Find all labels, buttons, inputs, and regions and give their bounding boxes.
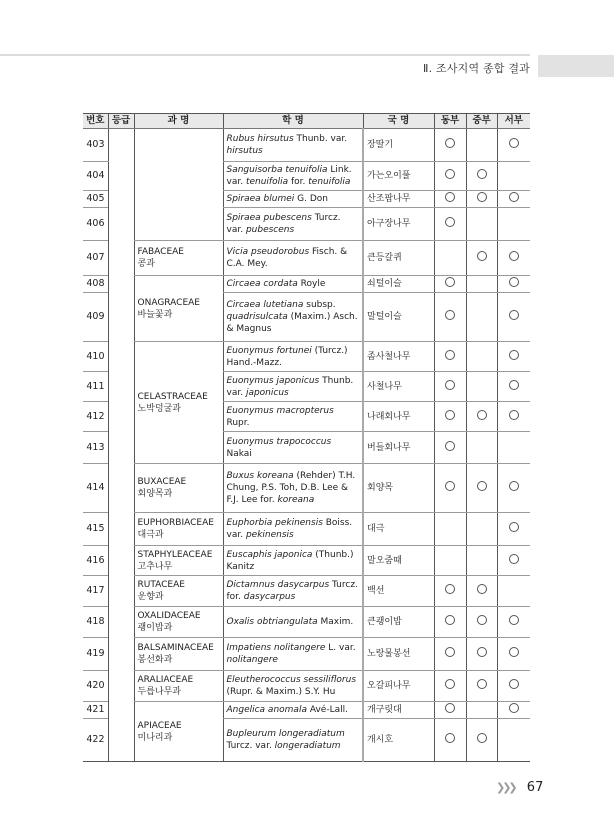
scientific-name [223, 702, 363, 719]
scientific-name-authority: Turcz. for. [226, 580, 358, 602]
circle-icon [477, 192, 487, 202]
circle-icon [445, 192, 455, 202]
scientific-name-italic: Circaea cordata [226, 279, 298, 289]
family-latin: EUPHORBIACEAE [137, 518, 214, 528]
scientific-name [223, 191, 363, 208]
scientific-name [223, 719, 363, 762]
scientific-name-italic: tenuifolia [308, 177, 351, 187]
table-row [83, 576, 530, 607]
presence-west [497, 719, 530, 762]
scientific-name-italic: Impatiens nolitangere [226, 643, 326, 653]
family-latin: OXALIDACEAE [137, 611, 201, 621]
scientific-name [223, 576, 363, 607]
table-row [83, 464, 530, 513]
presence-east [434, 208, 466, 241]
scientific-name [223, 671, 363, 702]
korean-name: 말털이슬 [363, 293, 434, 342]
korean-name: 노랑물봉선 [363, 638, 434, 671]
scientific-name [223, 607, 363, 638]
table-row [83, 241, 530, 276]
family-cell [134, 129, 223, 241]
presence-east [434, 276, 466, 293]
korean-name: 장딸기 [363, 129, 434, 162]
circle-icon [445, 217, 455, 227]
family-korean: 대극과 [137, 530, 164, 540]
presence-east [434, 372, 466, 402]
table-row [83, 513, 530, 546]
table-row [83, 702, 530, 719]
scientific-name-authority: Link. var. [226, 165, 352, 187]
presence-central [466, 432, 497, 464]
circle-icon [509, 192, 519, 202]
scientific-name [223, 342, 363, 372]
presence-west [497, 402, 530, 432]
scientific-name-authority: Thunb. var. [226, 375, 354, 398]
circle-icon [509, 410, 519, 420]
circle-icon [445, 584, 455, 594]
species-number: 414 [83, 464, 108, 513]
scientific-name-italic: Eleutherococcus sessiliflorus [226, 675, 357, 685]
table-row [83, 129, 530, 162]
species-number: 417 [83, 576, 108, 607]
presence-central [466, 576, 497, 607]
presence-central [466, 671, 497, 702]
family-korean: 미나리과 [137, 732, 173, 743]
scientific-name-italic: koreana [277, 495, 315, 505]
species-number: 410 [83, 342, 108, 372]
species-number: 413 [83, 432, 108, 464]
scientific-name [223, 513, 363, 546]
scientific-name-authority: Maxim. [317, 617, 354, 627]
presence-west [497, 576, 530, 607]
circle-icon [509, 310, 519, 320]
scientific-name [223, 546, 363, 576]
circle-icon [445, 138, 455, 148]
table-body [83, 129, 530, 762]
circle-icon [477, 481, 487, 491]
circle-icon [445, 169, 455, 179]
presence-west [497, 372, 530, 402]
family-cell [134, 464, 223, 513]
korean-name: 버들회나무 [363, 432, 434, 464]
family-latin: ARALIACEAE [137, 675, 194, 685]
scientific-name-authority: Royle [297, 279, 326, 289]
presence-central [466, 513, 497, 546]
species-number: 403 [83, 129, 108, 162]
species-number: 406 [83, 208, 108, 241]
scientific-name-authority: Thunb. var. [293, 134, 348, 144]
scientific-name-italic: quadrisulcata [226, 312, 288, 322]
presence-central [466, 191, 497, 208]
korean-name: 사철나무 [363, 372, 434, 402]
section-title: Ⅱ. 조사지역 종합 결과 [422, 62, 530, 75]
circle-icon [445, 380, 455, 390]
table-row [83, 607, 530, 638]
scientific-name-authority: Rupr. [226, 417, 250, 428]
korean-name: 개시호 [363, 719, 434, 762]
scientific-name-italic: Sanguisorba tenuifolia [226, 165, 328, 175]
scientific-name-authority: G. Don [294, 194, 328, 204]
presence-west [497, 432, 530, 464]
scientific-name-authority: Avé-Lall. [306, 705, 348, 715]
family-korean: 봉선화과 [137, 655, 173, 665]
circle-icon [477, 410, 487, 420]
presence-central [466, 546, 497, 576]
korean-name: 아구장나무 [363, 208, 434, 241]
presence-central [466, 607, 497, 638]
scientific-name-italic: tenuifolia [245, 177, 289, 187]
scientific-name-italic: Vicia pseudorobus [226, 247, 310, 257]
presence-central [466, 464, 497, 513]
scientific-name-italic: Oxalis obtriangulata [226, 617, 318, 627]
scientific-name-authority: (Rupr. & Maxim.) S.Y. Hu [226, 687, 336, 697]
presence-west [497, 671, 530, 702]
presence-central [466, 276, 497, 293]
circle-icon [477, 615, 487, 625]
scientific-name [223, 432, 363, 464]
family-latin: FABACEAE [137, 247, 184, 257]
scientific-name-italic: pubescens [245, 225, 295, 235]
presence-west [497, 342, 530, 372]
col-header-korean-name: 국 명 [363, 114, 434, 129]
circle-icon [445, 615, 455, 625]
family-latin: ONAGRACEAE [137, 297, 200, 308]
scientific-name-authority: (Thunb.) Kanitz [226, 549, 354, 572]
scientific-name [223, 464, 363, 513]
presence-central [466, 638, 497, 671]
scientific-name-authority: subsp. [303, 300, 336, 310]
species-number: 415 [83, 513, 108, 546]
col-header-grade: 등급 [108, 114, 134, 129]
scientific-name [223, 208, 363, 241]
family-korean: 노박덩굴과 [137, 403, 181, 414]
circle-icon [445, 350, 455, 360]
species-number: 422 [83, 719, 108, 762]
circle-icon [477, 584, 487, 594]
korean-name: 개구릿대 [363, 702, 434, 719]
scientific-name [223, 638, 363, 671]
presence-east [434, 241, 466, 276]
korean-name: 회양목 [363, 464, 434, 513]
circle-icon [509, 615, 519, 625]
circle-icon [477, 169, 487, 179]
family-latin: RUTACEAE [137, 580, 185, 590]
presence-central [466, 293, 497, 342]
family-latin: APIACEAE [137, 720, 182, 731]
scientific-name-italic: longeradiatum [274, 741, 341, 751]
family-cell [134, 513, 223, 546]
korean-name: 가는오이풀 [363, 162, 434, 191]
korean-name: 큰등갈퀴 [363, 241, 434, 276]
circle-icon [477, 679, 487, 689]
family-cell [134, 702, 223, 762]
family-cell [134, 276, 223, 342]
chapter-tab [538, 55, 614, 77]
korean-name: 좀사철나무 [363, 342, 434, 372]
scientific-name-authority: Turcz. var. [226, 741, 275, 751]
species-number: 407 [83, 241, 108, 276]
species-number: 418 [83, 607, 108, 638]
presence-west [497, 208, 530, 241]
presence-east [434, 576, 466, 607]
family-cell [134, 638, 223, 671]
family-cell [134, 342, 223, 464]
presence-west [497, 702, 530, 719]
presence-west [497, 513, 530, 546]
col-header-east: 동부 [434, 114, 466, 129]
scientific-name-italic: japonicus [245, 387, 289, 398]
scientific-name-italic: dasycarpus [243, 592, 296, 602]
family-korean: 운향과 [137, 592, 164, 602]
header-rule [0, 54, 530, 56]
scientific-name-italic: Spiraea blumei [226, 194, 295, 204]
triple-chevron-right-icon: ❯❯❯ [496, 781, 515, 794]
species-number: 421 [83, 702, 108, 719]
presence-central [466, 208, 497, 241]
circle-icon [445, 277, 455, 287]
col-header-family: 과 명 [134, 114, 223, 129]
presence-east [434, 702, 466, 719]
scientific-name [223, 276, 363, 293]
scientific-name [223, 372, 363, 402]
circle-icon [509, 647, 519, 657]
presence-east [434, 607, 466, 638]
family-cell [134, 241, 223, 276]
circle-icon [445, 481, 455, 491]
korean-name: 산조팝나무 [363, 191, 434, 208]
family-korean: 두릅나무과 [137, 687, 181, 697]
page-footer [496, 780, 543, 795]
circle-icon [509, 703, 519, 713]
species-number: 408 [83, 276, 108, 293]
korean-name: 쇠털이슬 [363, 276, 434, 293]
col-header-west: 서부 [497, 114, 530, 129]
circle-icon [445, 733, 455, 743]
species-number: 409 [83, 293, 108, 342]
presence-east [434, 402, 466, 432]
family-cell [134, 607, 223, 638]
scientific-name [223, 129, 363, 162]
circle-icon [509, 522, 519, 532]
circle-icon [509, 251, 519, 261]
presence-central [466, 162, 497, 191]
presence-central [466, 719, 497, 762]
family-korean: 바늘꽃과 [137, 309, 173, 320]
presence-east [434, 513, 466, 546]
species-number: 416 [83, 546, 108, 576]
family-latin: CELASTRACEAE [137, 391, 208, 402]
presence-west [497, 546, 530, 576]
page-number: 67 [526, 780, 544, 795]
presence-central [466, 241, 497, 276]
scientific-name-italic: Euonymus macropterus [226, 405, 334, 416]
species-number: 404 [83, 162, 108, 191]
presence-east [434, 546, 466, 576]
presence-west [497, 638, 530, 671]
species-table [83, 113, 530, 762]
family-korean: 고추나무 [137, 561, 173, 572]
presence-west [497, 464, 530, 513]
species-number: 420 [83, 671, 108, 702]
family-korean: 콩과 [137, 259, 155, 269]
circle-icon [509, 554, 519, 564]
family-latin: BALSAMINACEAE [137, 643, 214, 653]
presence-east [434, 129, 466, 162]
scientific-name [223, 241, 363, 276]
table-row [83, 342, 530, 372]
circle-icon [477, 733, 487, 743]
scientific-name-authority: (Rehder) T.H. Chung, P.S. Toh, D.B. Lee & F.J. Lee for. [226, 471, 356, 505]
circle-icon [509, 350, 519, 360]
circle-icon [445, 410, 455, 420]
presence-east [434, 432, 466, 464]
species-number: 405 [83, 191, 108, 208]
scientific-name-authority: (Maxim.) Asch. & Magnus [226, 312, 358, 334]
presence-east [434, 464, 466, 513]
scientific-name-authority: (Turcz.) Hand.-Mazz. [226, 345, 348, 368]
circle-icon [445, 310, 455, 320]
col-header-number: 번호 [83, 114, 108, 129]
scientific-name-italic: nolitangere [226, 655, 278, 665]
presence-east [434, 162, 466, 191]
circle-icon [509, 277, 519, 287]
scientific-name-italic: Euonymus fortunei [226, 345, 312, 356]
korean-name: 말오줌때 [363, 546, 434, 576]
circle-icon [509, 138, 519, 148]
scientific-name-italic: hirsutus [226, 146, 263, 156]
table-header-row [83, 114, 530, 129]
species-number: 411 [83, 372, 108, 402]
family-korean: 괭이밥과 [137, 623, 173, 633]
col-header-scientific-name: 학 명 [223, 114, 363, 129]
scientific-name-italic: Euonymus trapococcus [226, 436, 332, 447]
presence-west [497, 191, 530, 208]
presence-central [466, 342, 497, 372]
scientific-name-authority: Boiss. var. [226, 518, 353, 540]
presence-central [466, 702, 497, 719]
presence-east [434, 638, 466, 671]
scientific-name-italic: pekinensis [245, 530, 294, 540]
scientific-name-authority: Nakai [226, 448, 252, 459]
presence-central [466, 372, 497, 402]
presence-west [497, 607, 530, 638]
scientific-name-italic: Bupleurum longeradiatum [226, 729, 345, 739]
scientific-name-italic: Circaea lutetiana [226, 300, 304, 310]
family-cell [134, 576, 223, 607]
circle-icon [477, 251, 487, 261]
scientific-name-authority: Fisch. & C.A. Mey. [226, 247, 348, 269]
presence-central [466, 402, 497, 432]
circle-icon [477, 647, 487, 657]
presence-east [434, 293, 466, 342]
presence-west [497, 241, 530, 276]
presence-east [434, 719, 466, 762]
species-number: 412 [83, 402, 108, 432]
scientific-name-authority: Turcz. var. [226, 213, 341, 235]
presence-west [497, 293, 530, 342]
scientific-name-italic: Rubus hirsutus [226, 134, 294, 144]
table-row [83, 276, 530, 293]
table-row [83, 638, 530, 671]
presence-east [434, 342, 466, 372]
family-latin: BUXACEAE [137, 477, 187, 487]
korean-name: 오갈피나무 [363, 671, 434, 702]
family-korean: 회양목과 [137, 489, 173, 499]
presence-west [497, 129, 530, 162]
circle-icon [445, 703, 455, 713]
family-cell [134, 546, 223, 576]
circle-icon [445, 679, 455, 689]
presence-central [466, 129, 497, 162]
scientific-name-italic: Buxus koreana [226, 471, 294, 481]
scientific-name-authority: L. var. [325, 643, 356, 653]
scientific-name-italic: Dictamnus dasycarpus [226, 580, 330, 590]
species-number: 419 [83, 638, 108, 671]
presence-east [434, 671, 466, 702]
scientific-name [223, 293, 363, 342]
table-row [83, 546, 530, 576]
presence-west [497, 162, 530, 191]
circle-icon [509, 380, 519, 390]
circle-icon [509, 679, 519, 689]
presence-west [497, 276, 530, 293]
scientific-name-italic: Euscaphis japonica [226, 549, 313, 560]
scientific-name-italic: Euonymus japonicus [226, 375, 320, 386]
circle-icon [445, 441, 455, 451]
circle-icon [509, 481, 519, 491]
presence-east [434, 191, 466, 208]
korean-name: 나래회나무 [363, 402, 434, 432]
scientific-name-italic: Spiraea pubescens [226, 213, 312, 223]
family-cell [134, 671, 223, 702]
col-header-central: 중부 [466, 114, 497, 129]
scientific-name [223, 402, 363, 432]
korean-name: 백선 [363, 576, 434, 607]
korean-name: 대극 [363, 513, 434, 546]
grade-cell [108, 129, 134, 762]
circle-icon [445, 647, 455, 657]
korean-name: 큰괭이밥 [363, 607, 434, 638]
scientific-name-italic: Angelica anomala [226, 705, 307, 715]
scientific-name-italic: Euphorbia pekinensis [226, 518, 323, 528]
scientific-name-authority: for. [288, 177, 309, 187]
scientific-name [223, 162, 363, 191]
family-latin: STAPHYLEACEAE [137, 549, 213, 560]
table-row [83, 671, 530, 702]
